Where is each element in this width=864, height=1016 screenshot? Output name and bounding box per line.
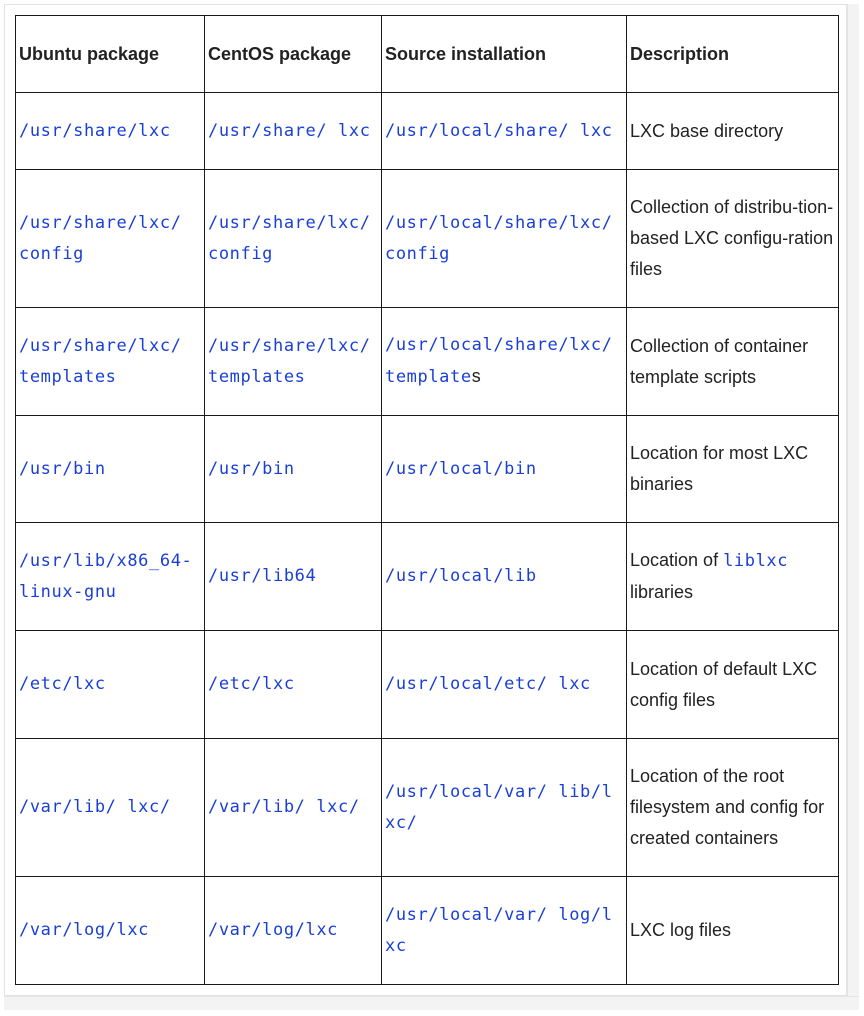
description-cell: LXC log files [627, 877, 839, 985]
ubuntu-path: /var/log/lxc [16, 877, 205, 985]
ubuntu-path: /usr/lib/x86_64-linux-gnu [16, 523, 205, 631]
table-row [16, 93, 839, 170]
description-cell: Location of the root filesystem and config for created containers [627, 739, 839, 877]
source-path: /usr/local/share/ lxc [382, 93, 627, 170]
centos-path: /usr/share/ lxc [205, 93, 382, 170]
centos-path: /usr/lib64 [205, 523, 382, 631]
table-row [16, 877, 839, 985]
header-source-installation: Source installation [382, 16, 627, 93]
table-row [16, 523, 839, 631]
ubuntu-path: /usr/share/lxc/ config [16, 170, 205, 308]
source-path: /usr/local/etc/ lxc [382, 631, 627, 739]
table-row [16, 739, 839, 877]
centos-path: /usr/share/lxc/ templates [205, 308, 382, 416]
centos-path: /var/log/lxc [205, 877, 382, 985]
description-cell: Collection of container template scripts [627, 308, 839, 416]
centos-path: /usr/share/lxc/ config [205, 170, 382, 308]
ubuntu-path: /usr/share/lxc [16, 93, 205, 170]
description-cell: LXC base directory [627, 93, 839, 170]
ubuntu-path: /var/lib/ lxc/ [16, 739, 205, 877]
table-row [16, 416, 839, 523]
header-description: Description [627, 16, 839, 93]
lxc-paths-table [15, 15, 839, 985]
ubuntu-path: /etc/lxc [16, 631, 205, 739]
description-code: liblxc [723, 551, 789, 571]
source-path: /usr/local/var/ lib/lxc/ [382, 739, 627, 877]
description-cell: Location of default LXC config files [627, 631, 839, 739]
source-path: /usr/local/lib [382, 523, 627, 631]
description-cell [627, 523, 839, 631]
frame-shadow-bottom [4, 996, 859, 1010]
source-path-code: /usr/local/share/lxc/ template [385, 335, 613, 387]
description-cell: Collection of distribu-tion-based LXC configu-ration files [627, 170, 839, 308]
table-row [16, 631, 839, 739]
centos-path: /etc/lxc [205, 631, 382, 739]
frame-shadow-right [847, 4, 859, 1010]
table-row [16, 170, 839, 308]
description-suffix: libraries [630, 582, 694, 602]
centos-path: /var/lib/ lxc/ [205, 739, 382, 877]
centos-path: /usr/bin [205, 416, 382, 523]
source-path [382, 308, 627, 416]
source-path: /usr/local/share/lxc/ config [382, 170, 627, 308]
description-cell: Location for most LXC binaries [627, 416, 839, 523]
header-ubuntu-package: Ubuntu package [16, 16, 205, 93]
header-centos-package: CentOS package [205, 16, 382, 93]
table-header-row [16, 16, 839, 93]
source-path-suffix: s [471, 366, 481, 386]
ubuntu-path: /usr/share/lxc/ templates [16, 308, 205, 416]
description-prefix: Location of [630, 550, 724, 570]
source-path: /usr/local/var/ log/lxc [382, 877, 627, 985]
table-row [16, 308, 839, 416]
ubuntu-path: /usr/bin [16, 416, 205, 523]
source-path: /usr/local/bin [382, 416, 627, 523]
